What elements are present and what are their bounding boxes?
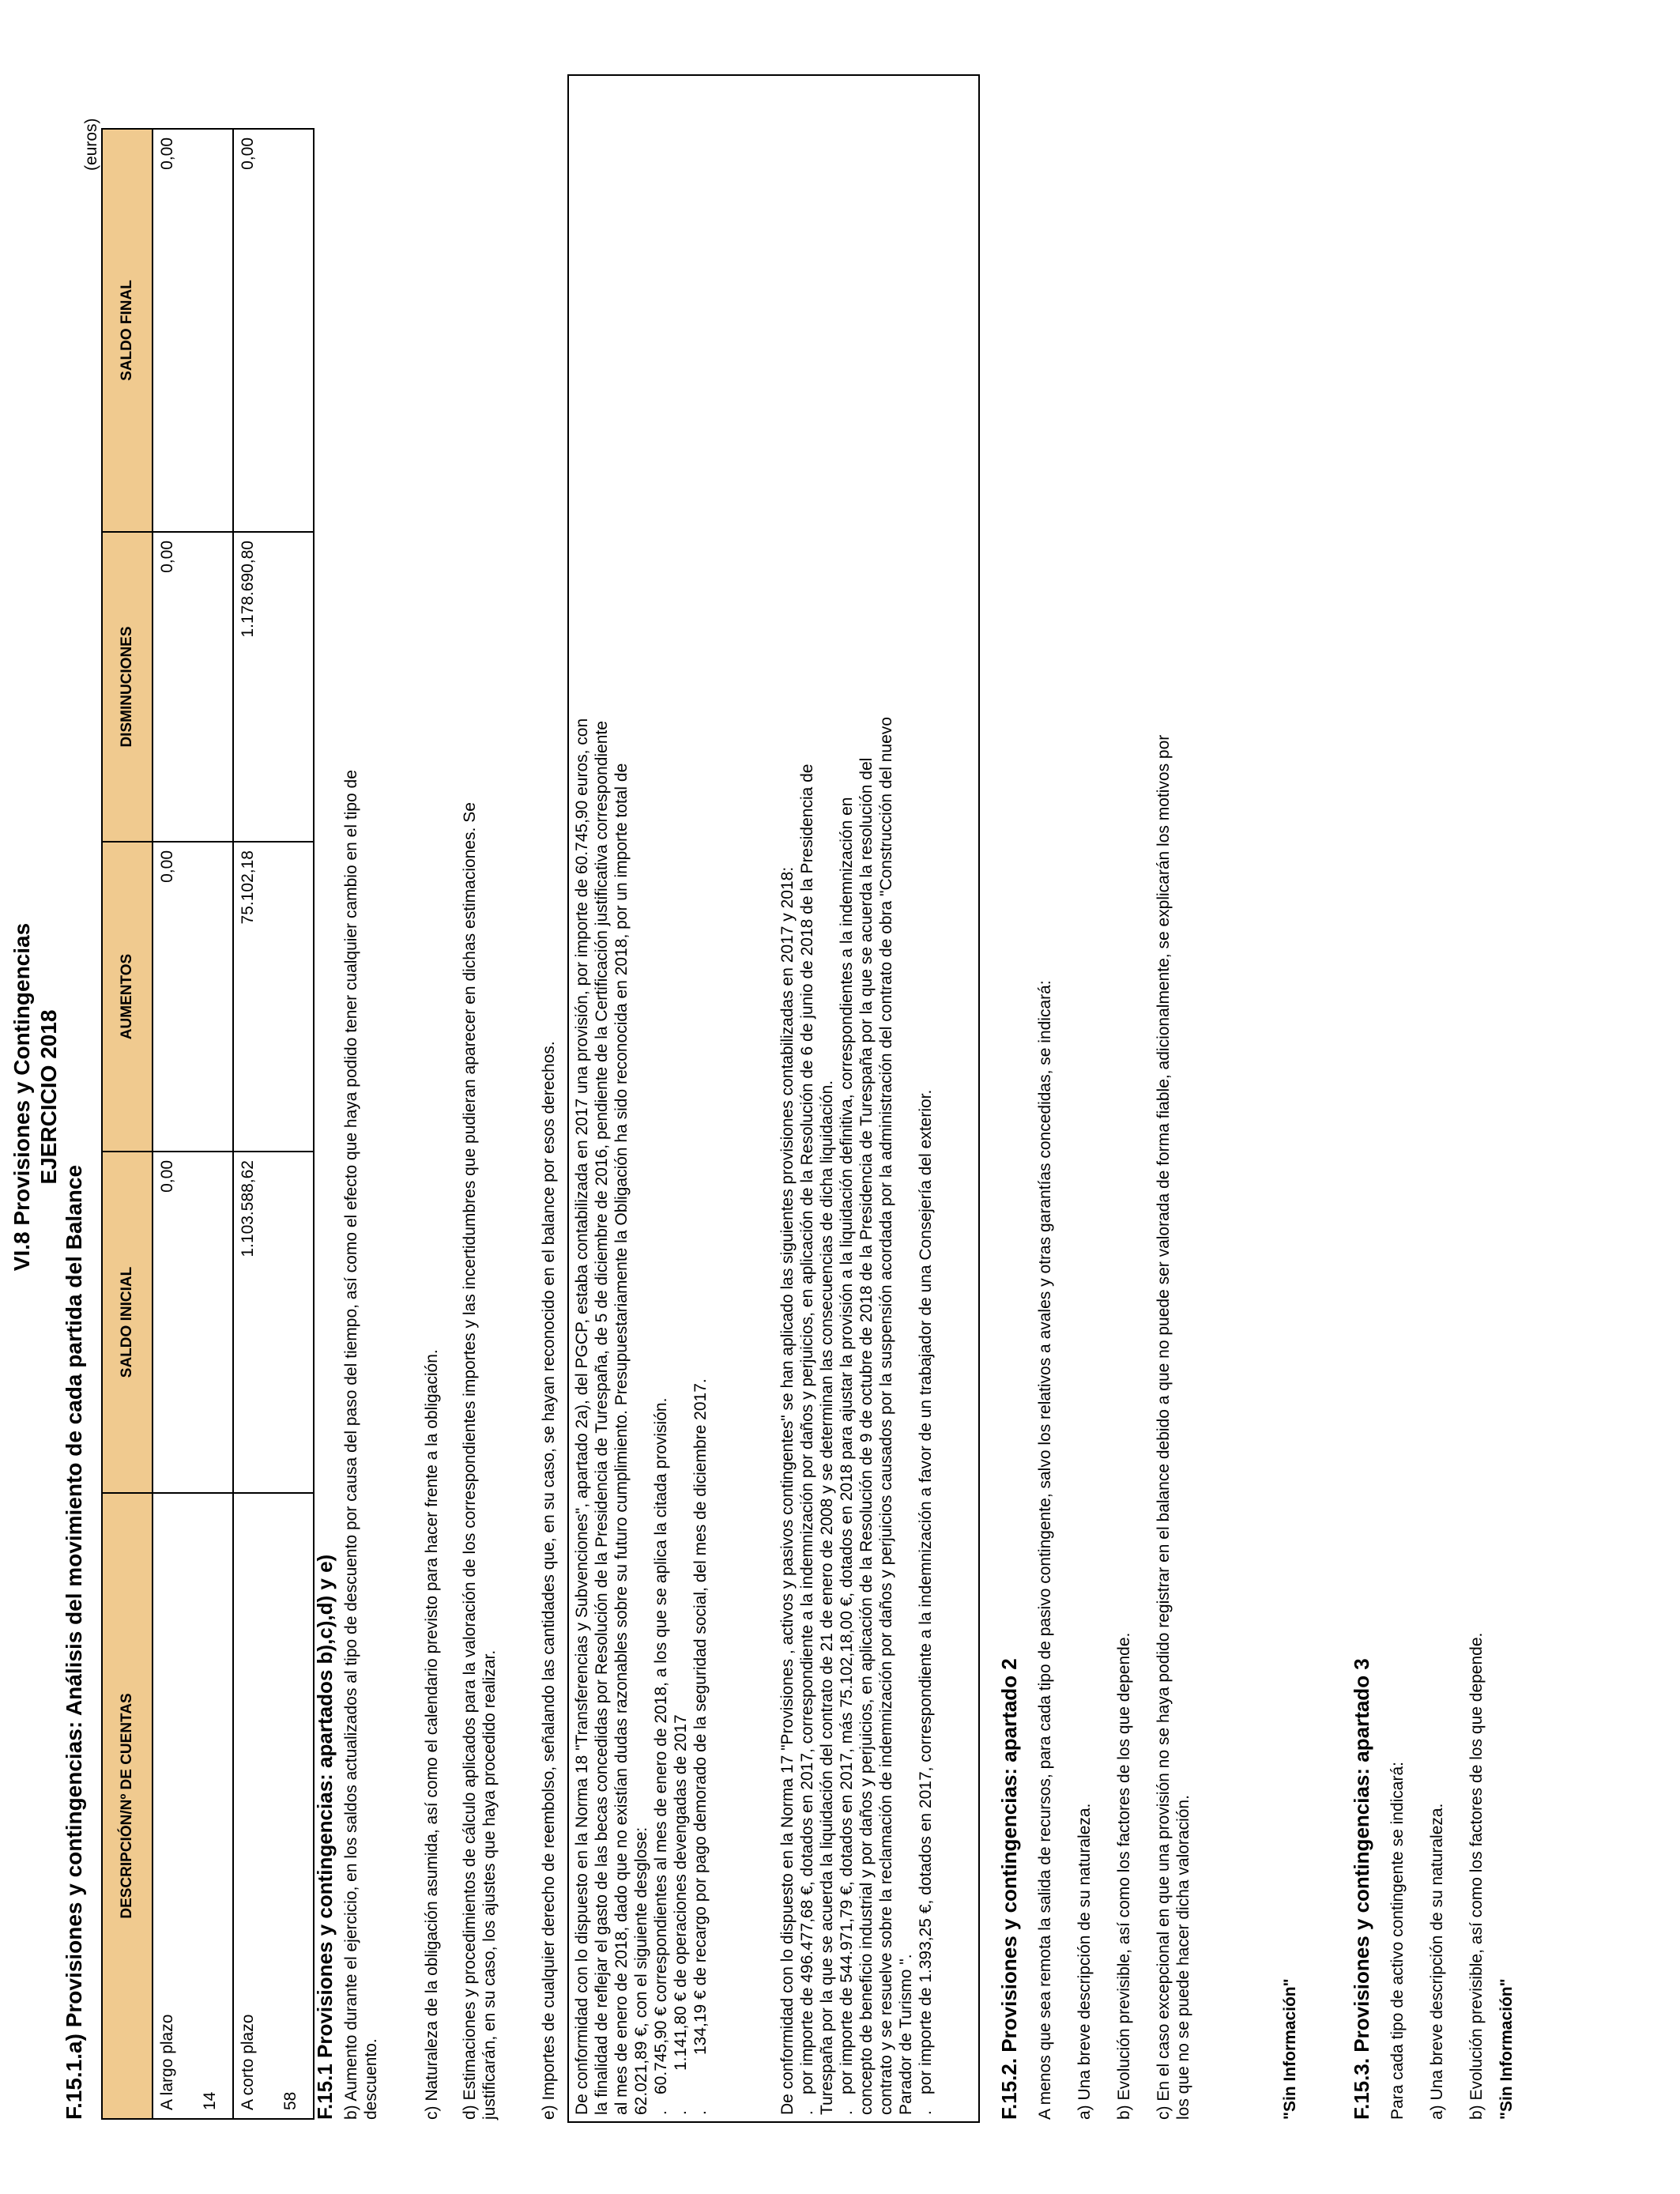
- cell-disminuciones: 1.178.690,80: [233, 532, 314, 842]
- box-p2-intro: De conformidad con lo dispuesto en la Norma 17 "Provisiones , activos y pasivos contingentes" se han aplicado las siguientes provisiones contabilizadas en 2017 y 2018:: [778, 866, 797, 2115]
- box-p2-line: contrato y se resuelve sobre la reclamación de indemnización por daños y perjuicios causados por la suspensión acordada por la administración del contrato de obra "Construcción del nuevo: [877, 717, 895, 2115]
- col-header-saldo-inicial: SALDO INICIAL: [102, 1152, 153, 1493]
- cell-disminuciones: 0,00: [153, 532, 233, 842]
- col-header-aumentos: AUMENTOS: [102, 842, 153, 1152]
- cell-saldo-inicial: 1.103.588,62: [233, 1152, 314, 1493]
- table-header-row: [102, 129, 153, 2119]
- row-account: 14: [201, 2091, 219, 2110]
- section-f1-title: F.15.1.a) Provisiones y contingencias: Análisis del movimiento de cada partida del Balance: [62, 1164, 86, 2120]
- s2-no-info: "Sin Información": [1281, 1978, 1299, 2120]
- box-p2-line: concepto de beneficio industrial y por daños y perjuicios, en aplicación de la Resolución de 9 de octubre de 2018 de la Presidencia de Turespaña por la que se acuerda la resolución del: [857, 757, 876, 2115]
- row-desc-cell: [233, 1493, 314, 2119]
- table-row: [233, 129, 314, 2119]
- box-bullet: .por importe de 496.477,68 €, dotados en 2017, correspondiente a la indemnización por daños y perjuicios, en aplicación de la Resolución de 6 de junio de 2018 de la Presidencia de: [798, 763, 816, 2115]
- page-year: EJERCICIO 2018: [36, 1009, 61, 1185]
- units-label: (euros): [82, 118, 100, 171]
- explanation-box: [567, 74, 980, 2123]
- row-desc-cell: [153, 1493, 233, 2119]
- section-f153-title: F.15.3. Provisiones y contingencias: apartado 3: [1350, 1658, 1373, 2120]
- box-bullet-text: por importe de 1.393,25 €, dotados en 2017, correspondiente a la indemnización a favor de un trabajador de una Consejería del exterior.: [917, 1089, 935, 2094]
- s2-item-c-line1: c) En el caso excepcional en que una provisión no se haya podido registrar en el balance debido a que no puede ser valorada de forma fiable, adicionalmente, se explicarán los motivos por: [1155, 734, 1173, 2120]
- box-bullet: .134,19 € de recargo por pago demorado de la seguridad social, del mes de diciembre 2017.: [691, 1378, 710, 2115]
- s3-item-a: a) Una breve descripción de su naturaleza.: [1428, 1803, 1446, 2120]
- row-account: 58: [281, 2091, 299, 2110]
- s2-item-c-line2: los que no se puede hacer dicha valoración.: [1174, 1795, 1192, 2120]
- item-b: [341, 770, 381, 2120]
- s3-intro: Para cada tipo de activo contingente se indicará:: [1388, 1762, 1407, 2120]
- item-b-line1: b) Aumento durante el ejercicio, en los saldos actualizados al tipo de descuento por causa del paso del tiempo, así como el efecto que haya podido tener cualquier cambio en el tipo de: [342, 770, 360, 2120]
- col-header-saldo-final: SALDO FINAL: [102, 129, 153, 532]
- box-bullet-text: 134,19 € de recargo por pago demorado de la seguridad social, del mes de diciembre 2017.: [691, 1378, 710, 2055]
- page-title: VI.8 Provisiones y Contingencias: [9, 922, 34, 1272]
- table-row: [153, 129, 233, 2119]
- box-bullet: .por importe de 1.393,25 €, dotados en 2017, correspondiente a la indemnización a favor de un trabajador de una Consejería del exterior.: [917, 1089, 935, 2115]
- cell-aumentos: 0,00: [153, 842, 233, 1152]
- box-p1-line: 62.021,89 €, con el siguiente desglose:: [632, 1826, 650, 2115]
- box-bullet-text: 1.141,80 € de operaciones devengadas de 2017: [672, 1714, 690, 2071]
- box-p2-line: Turespaña por la que se acuerda la liquidación del contrato de 21 de enero de 2008 y se determinan las consecuencias de dicha liquidación.: [818, 1080, 836, 2115]
- box-p1-line: De conformidad con lo dispuesto en la Norma 18 "Transferencias y Subvenciones", apartado 2a), del PGCP, estaba contabilizada en 2017 una provisión, por importe de 60.745,90 euros, con: [573, 718, 591, 2115]
- cell-aumentos: 75.102,18: [233, 842, 314, 1152]
- row-desc: A corto plazo: [239, 2014, 257, 2110]
- s3-no-info: "Sin Información": [1497, 1978, 1516, 2120]
- item-d-line2: justificarán, en su caso, los ajustes que haya procedido realizar.: [480, 1649, 499, 2120]
- box-bullet-text: 60.745,90 € correspondientes al mes de enero de 2018, a los que se aplica la citada provisión.: [652, 1397, 670, 2094]
- box-p2-line: Parador de Turismo ".: [897, 1954, 915, 2115]
- cell-saldo-final: 0,00: [233, 129, 314, 532]
- s2-item-b: b) Evolución previsible, así como los factores de los que depende.: [1115, 1632, 1133, 2120]
- movement-table: [101, 128, 315, 2120]
- col-header-disminuciones: DISMINUCIONES: [102, 532, 153, 842]
- section-f152-title: F.15.2. Provisiones y contingencias: apartado 2: [997, 1658, 1021, 2120]
- box-bullet: .60.745,90 € correspondientes al mes de enero de 2018, a los que se aplica la citada provisión.: [652, 1397, 670, 2115]
- row-desc: A largo plazo: [158, 2014, 176, 2110]
- box-bullet-text: por importe de 496.477,68 €, dotados en 2017, correspondiente a la indemnización por daños y perjuicios, en aplicación de la Resolución de 6 de junio de 2018 de la Presidencia de: [798, 763, 816, 2094]
- s2-intro: A menos que sea remota la salida de recursos, para cada tipo de pasivo contingente, salvo los relativos a avales y otras garantías concedidas, se indicará:: [1036, 980, 1054, 2120]
- item-b-line2: descuento.: [362, 2038, 380, 2120]
- cell-saldo-inicial: 0,00: [153, 1152, 233, 1493]
- s2-item-c: [1154, 735, 1193, 2120]
- s2-item-a: a) Una breve descripción de su naturaleza.: [1075, 1803, 1094, 2120]
- col-header-desc: DESCRIPCIÓN/Nº DE CUENTAS: [102, 1493, 153, 2119]
- item-d: [460, 802, 499, 2120]
- item-e: e) Importes de cualquier derecho de reembolso, señalando las cantidades que, en su caso, se hayan reconocido en el balance por esos derechos.: [540, 1041, 558, 2120]
- box-bullet: .por importe de 544.971,79 €, dotados en 2017, más 75.102,18,00 €, dotados en 2018 para ajustar la provisión a la liquidación definitiva, correspondientes a la indemnización en: [838, 797, 856, 2115]
- cell-saldo-final: 0,00: [153, 129, 233, 532]
- s3-item-b: b) Evolución previsible, así como los factores de los que depende.: [1467, 1632, 1486, 2120]
- section-f151-title: F.15.1 Provisiones y contingencias: apartados b),c),d) y e): [313, 1554, 337, 2120]
- box-bullet: .1.141,80 € de operaciones devengadas de 2017: [672, 1714, 690, 2115]
- item-c: c) Naturaleza de la obligación asumida, así como el calendario previsto para hacer frente a la obligación.: [423, 1349, 441, 2120]
- box-p1-line: al mes de enero de 2018, dado que no existían dudas razonables sobre su futuro cumplimiento. Presupuestariamente la Obligación ha sido reconocida en 2018, por un importe total de: [612, 763, 631, 2115]
- box-p1-line: la finalidad de reflejar el gasto de las becas concedidas por Resolución de la Presidencia de Turespaña, de 5 de diciembre de 2016, pendiente de la Certificación justificativa correspondiente: [593, 721, 611, 2115]
- box-bullet-text: por importe de 544.971,79 €, dotados en 2017, más 75.102,18,00 €, dotados en 2018 para ajustar la provisión a la liquidación definitiva, correspondientes a la indemnización en: [838, 797, 856, 2094]
- item-d-line1: d) Estimaciones y procedimientos de cálculo aplicados para la valoración de los correspondientes importes y las incertidumbres que pudieran aparecer en dichas estimaciones. Se: [461, 802, 479, 2120]
